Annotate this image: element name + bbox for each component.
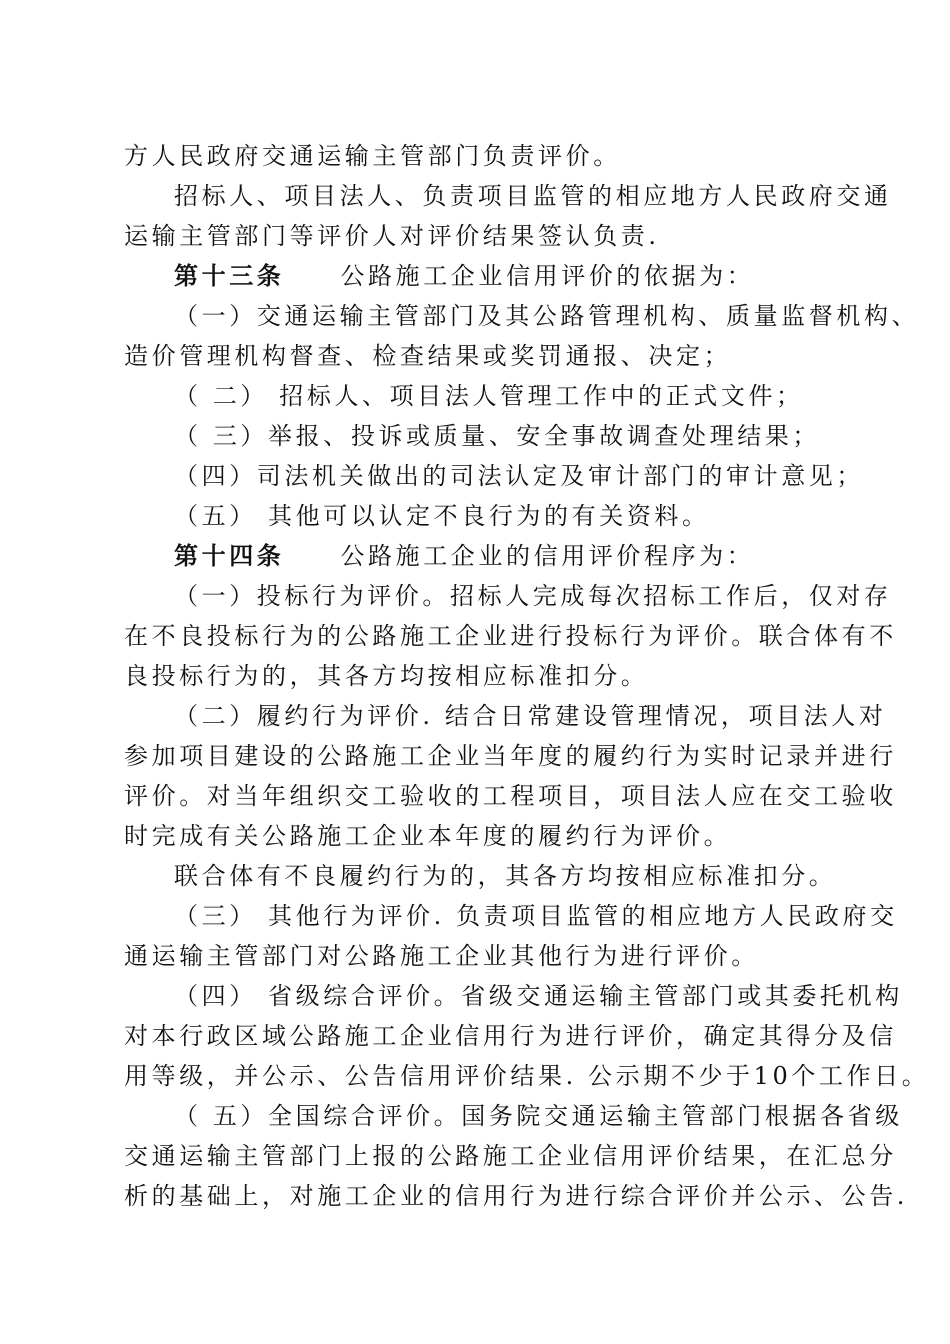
paragraph-line: 在不良投标行为的公路施工企业进行投标行为评价。联合体有不	[124, 622, 897, 650]
article-13-line	[174, 260, 754, 292]
paragraph-line: （二）履约行为评价. 结合日常建设管理情况，项目法人对	[174, 702, 887, 730]
paragraph-line: 方人民政府交通运输主管部门负责评价。	[124, 142, 621, 170]
article-13-label: 第十三条	[174, 261, 285, 290]
paragraph-line: 造价管理机构督查、检查结果或奖罚通报、决定；	[124, 342, 732, 370]
paragraph-line: 析的基础上，对施工企业的信用行为进行综合评价并公示、公告.	[124, 1182, 909, 1210]
paragraph-line: 参加项目建设的公路施工企业当年度的履约行为实时记录并进行	[124, 742, 897, 770]
article-14-label: 第十四条	[174, 541, 285, 570]
article-14-line	[174, 540, 754, 572]
paragraph-line: （三） 其他行为评价. 负责项目监管的相应地方人民政府交	[174, 902, 898, 930]
paragraph-line: （ 三）举报、投诉或质量、安全事故调查处理结果；	[174, 422, 821, 450]
paragraph-line: 招标人、项目法人、负责项目监管的相应地方人民政府交通	[174, 182, 892, 210]
article-13-text: 公路施工企业信用评价的依据为：	[340, 262, 755, 290]
paragraph-line: 良投标行为的，其各方均按相应标准扣分。	[124, 662, 649, 690]
paragraph-line: （四）司法机关做出的司法认定及审计部门的审计意见；	[174, 462, 864, 490]
article-14-text: 公路施工企业的信用评价程序为：	[340, 542, 755, 570]
paragraph-line: （ 五）全国综合评价。国务院交通运输主管部门根据各省级	[174, 1102, 903, 1130]
paragraph-line: 时完成有关公路施工企业本年度的履约行为评价。	[124, 822, 732, 850]
paragraph-line: （ 二） 招标人、项目法人管理工作中的正式文件；	[174, 382, 804, 410]
paragraph-line: （一）投标行为评价。招标人完成每次招标工作后，仅对存	[174, 582, 892, 610]
paragraph-line: 运输主管部门等评价人对评价结果签认负责.	[124, 222, 660, 250]
paragraph-line: （四） 省级综合评价。省级交通运输主管部门或其委托机构	[174, 982, 903, 1010]
paragraph-line: （五） 其他可以认定不良行为的有关资料。	[174, 502, 710, 530]
paragraph-line: 对本行政区域公路施工企业信用行为进行评价，确定其得分及信	[124, 1022, 897, 1050]
paragraph-line: 评价。对当年组织交工验收的工程项目，项目法人应在交工验收	[124, 782, 897, 810]
paragraph-line: （一）交通运输主管部门及其公路管理机构、质量监督机构、	[174, 302, 920, 330]
paragraph-line: 交通运输主管部门上报的公路施工企业信用评价结果，在汇总分	[124, 1142, 897, 1170]
paragraph-line: 通运输主管部门对公路施工企业其他行为进行评价。	[124, 942, 759, 970]
paragraph-line: 用等级，并公示、公告信用评价结果. 公示期不少于10个工作日。	[124, 1062, 930, 1090]
paragraph-line: 联合体有不良履约行为的，其各方均按相应标准扣分。	[174, 862, 837, 890]
